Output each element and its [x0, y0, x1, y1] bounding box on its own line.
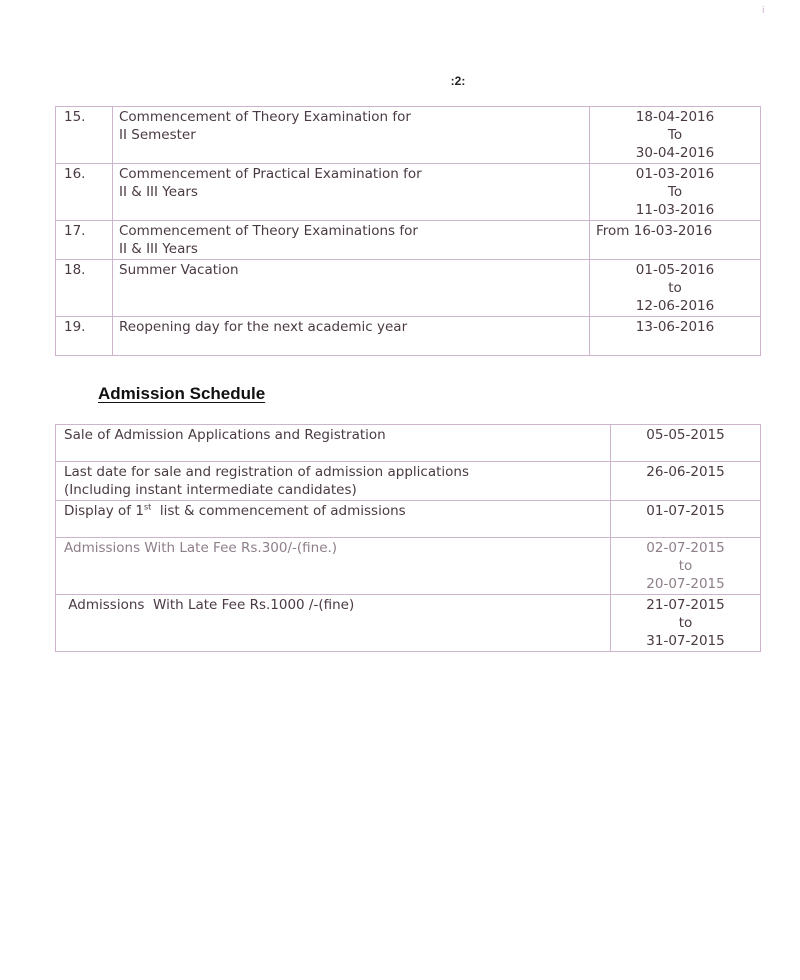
row-number: 16. [56, 164, 113, 221]
admission-table [55, 424, 761, 652]
table-row [56, 260, 761, 317]
row-date: From 16-03-2016 [590, 221, 761, 260]
row-description [56, 501, 611, 538]
table-row [56, 501, 761, 538]
row-description: Commencement of Theory Examinations for II & III Years [113, 221, 590, 260]
page-number [0, 74, 800, 88]
table-row [56, 425, 761, 462]
row-date: 26-06-2015 [611, 462, 761, 501]
row-date: 13-06-2016 [590, 317, 761, 356]
row-description: Sale of Admission Applications and Registration [56, 425, 611, 462]
row-description: Summer Vacation [113, 260, 590, 317]
row-date: 01-03-2016 To 11-03-2016 [590, 164, 761, 221]
admission-schedule-heading: Admission Schedule [98, 384, 266, 403]
row-date: 21-07-2015 to 31-07-2015 [611, 595, 761, 652]
row-number: 17. [56, 221, 113, 260]
schedule-table [55, 106, 761, 356]
row-date: 02-07-2015 to 20-07-2015 [611, 538, 761, 595]
page-number-text: :2: [450, 74, 466, 88]
row-number: 15. [56, 107, 113, 164]
row-number: 18. [56, 260, 113, 317]
row-number: 19. [56, 317, 113, 356]
table-row [56, 107, 761, 164]
row-description-text: Display of 1 [64, 503, 144, 519]
row-description: Commencement of Theory Examination for II Semester [113, 107, 590, 164]
superscript-st: st [143, 502, 152, 512]
row-description: Last date for sale and registration of admission applications (Including instant intermediate candidates) [56, 462, 611, 501]
table-row [56, 595, 761, 652]
row-description: Reopening day for the next academic year [113, 317, 590, 356]
row-date: 05-05-2015 [611, 425, 761, 462]
table-row [56, 462, 761, 501]
table-row [56, 164, 761, 221]
row-description: Admissions With Late Fee Rs.300/-(fine.) [56, 538, 611, 595]
row-date: 01-05-2016 to 12-06-2016 [590, 260, 761, 317]
table-row [56, 317, 761, 356]
row-description: Commencement of Practical Examination for II & III Years [113, 164, 590, 221]
row-description-text-rest: list & commencement of admissions [151, 503, 406, 519]
table-row [56, 221, 761, 260]
table-row [56, 538, 761, 595]
corner-mark: ⅰ [762, 6, 765, 16]
row-description: Admissions With Late Fee Rs.1000 /-(fine) [56, 595, 611, 652]
row-date: 18-04-2016 To 30-04-2016 [590, 107, 761, 164]
row-date: 01-07-2015 [611, 501, 761, 538]
